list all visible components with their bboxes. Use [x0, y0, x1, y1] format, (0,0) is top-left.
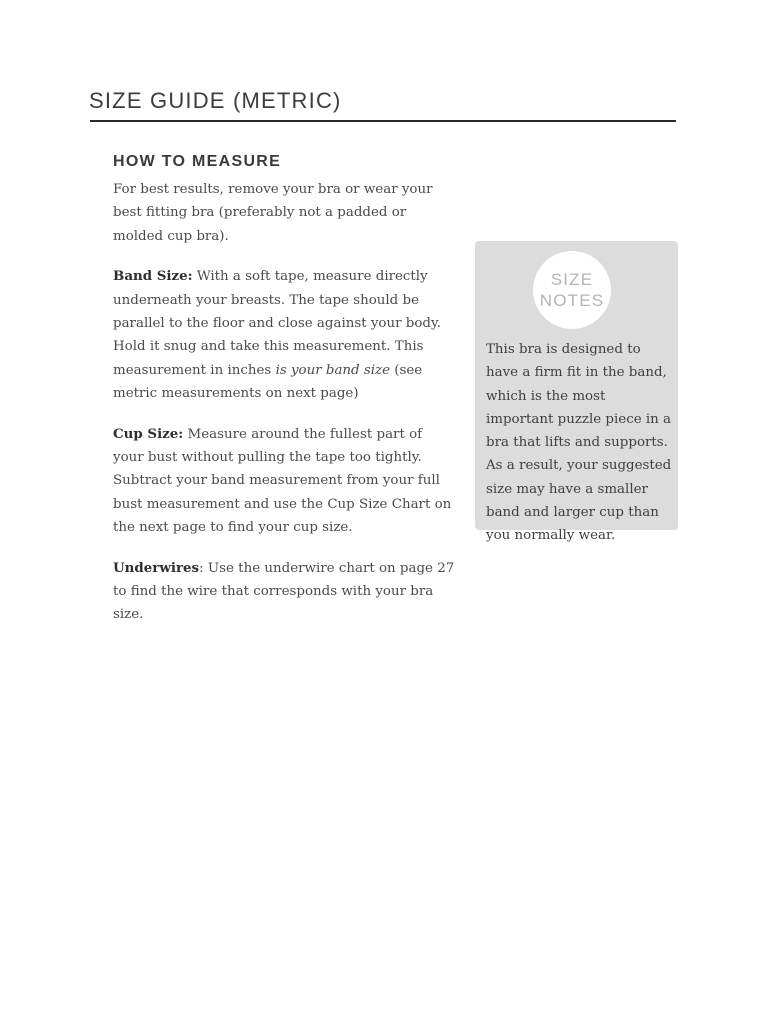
cup-size-text: Measure around the fullest part of your bust without pulling the tape too tightly. Subtract your band measurement from your full bust measurement and use the Cup Size Chart on the next page to find your cup size.	[113, 426, 452, 535]
band-size-emphasis: is your band size	[275, 362, 391, 378]
page-title: SIZE GUIDE (METRIC)	[89, 88, 342, 113]
size-notes-text: This bra is designed to have a firm fit in the band, which is the most important puzzle piece in a bra that lifts and supports. As a result, your suggested size may have a smaller band and larger cup than you normally wear.	[486, 342, 672, 544]
underwires-paragraph	[113, 557, 455, 627]
underwires-label: Underwires	[113, 559, 200, 576]
band-size-paragraph	[113, 265, 455, 405]
title-divider	[90, 120, 676, 122]
intro-paragraph: For best results, remove your bra or wear your best fitting bra (preferably not a padded or molded cup bra).	[113, 182, 433, 244]
how-to-measure-section	[113, 150, 455, 644]
band-size-text: With a soft tape, measure directly underneath your breasts. The tape should be parallel to the floor and close against your body. Hold it snug and take this measurement. This measurement in inches	[113, 269, 442, 378]
band-size-text-end: (see metric measurements on next page)	[113, 362, 423, 401]
size-notes-badge	[533, 251, 611, 329]
size-notes-box	[475, 241, 678, 544]
band-size-label: Band Size:	[113, 268, 193, 285]
cup-size-label: Cup Size:	[113, 425, 184, 442]
badge-line-size: SIZE	[550, 270, 594, 289]
badge-line-notes: NOTES	[539, 291, 605, 310]
underwires-text: : Use the underwire chart on page 27 to find the wire that corresponds with your bra size.	[113, 560, 455, 623]
section-heading: HOW TO MEASURE	[113, 153, 282, 170]
cup-size-paragraph	[113, 423, 455, 539]
